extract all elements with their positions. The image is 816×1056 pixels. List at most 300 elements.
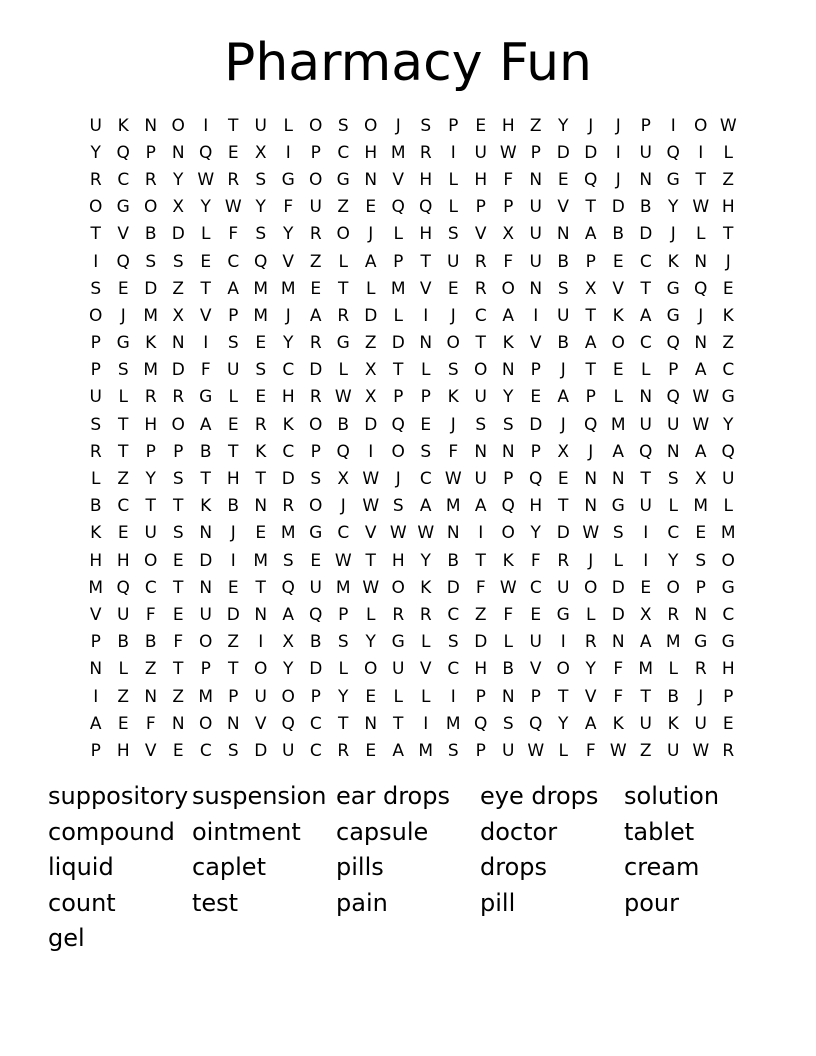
word-list-item: count — [48, 888, 116, 917]
grid-letter: H — [116, 740, 130, 761]
grid-letter: B — [89, 496, 102, 517]
grid-letter: G — [721, 632, 735, 653]
grid-row — [82, 112, 742, 139]
grid-letter: L — [393, 305, 403, 326]
grid-letter: G — [556, 604, 570, 625]
grid-letter: U — [144, 523, 157, 544]
grid-letter: O — [309, 169, 323, 190]
grid-letter: J — [670, 224, 676, 245]
grid-letter: C — [529, 577, 542, 598]
grid-letter: C — [639, 251, 652, 272]
grid-letter: U — [474, 387, 487, 408]
grid-letter: L — [393, 224, 403, 245]
grid-letter: M — [390, 278, 406, 299]
grid-letter: U — [117, 604, 130, 625]
grid-letter: C — [117, 169, 130, 190]
word-list-item: cream — [624, 853, 700, 881]
grid-letter: H — [721, 659, 735, 680]
grid-letter: R — [419, 604, 432, 625]
grid-letter: E — [475, 115, 487, 136]
grid-letter: D — [364, 305, 378, 326]
grid-letter: A — [612, 441, 625, 462]
grid-letter: Y — [283, 333, 294, 354]
grid-letter: P — [420, 387, 431, 408]
grid-letter: X — [172, 305, 185, 326]
grid-letter: S — [255, 169, 267, 190]
grid-letter: W — [362, 577, 380, 598]
grid-letter: E — [447, 278, 459, 299]
grid-letter: K — [145, 333, 157, 354]
grid-letter: Q — [474, 713, 488, 734]
grid-letter: M — [198, 686, 214, 707]
grid-letter: S — [145, 251, 157, 272]
grid-letter: A — [639, 632, 652, 653]
grid-letter: A — [694, 441, 707, 462]
grid-letter: W — [362, 469, 380, 490]
grid-letter: A — [89, 713, 102, 734]
grid-row — [82, 465, 742, 492]
grid-letter: T — [200, 469, 211, 490]
grid-letter: E — [722, 278, 734, 299]
grid-letter: E — [612, 251, 624, 272]
grid-letter: X — [364, 360, 377, 381]
grid-letter: C — [419, 469, 432, 490]
grid-letter: V — [392, 169, 405, 190]
grid-letter: D — [556, 142, 570, 163]
grid-letter: Y — [173, 169, 184, 190]
grid-letter: U — [199, 604, 212, 625]
letter-grid — [82, 112, 742, 765]
grid-letter: S — [612, 523, 624, 544]
grid-letter: Q — [281, 577, 295, 598]
grid-letter: U — [474, 469, 487, 490]
grid-letter: T — [585, 197, 596, 218]
grid-row — [82, 275, 742, 302]
grid-letter: U — [639, 414, 652, 435]
grid-letter: S — [227, 740, 239, 761]
grid-letter: I — [258, 632, 264, 653]
grid-letter: Q — [116, 142, 130, 163]
grid-row — [82, 737, 742, 764]
grid-letter: P — [228, 305, 239, 326]
grid-letter: P — [310, 686, 321, 707]
grid-letter: M — [143, 305, 159, 326]
grid-letter: K — [667, 713, 679, 734]
grid-letter: W — [582, 523, 600, 544]
grid-letter: O — [446, 333, 460, 354]
grid-letter: M — [143, 360, 159, 381]
grid-letter: T — [145, 496, 156, 517]
grid-letter: F — [200, 360, 211, 381]
grid-letter: B — [667, 686, 680, 707]
grid-letter: Z — [722, 333, 735, 354]
grid-letter: Y — [668, 197, 679, 218]
grid-letter: Z — [309, 251, 322, 272]
grid-letter: U — [502, 740, 515, 761]
grid-letter: I — [93, 251, 99, 272]
grid-letter: U — [529, 197, 542, 218]
grid-letter: L — [723, 142, 733, 163]
grid-letter: T — [255, 577, 266, 598]
grid-letter: F — [228, 224, 239, 245]
grid-letter: O — [309, 496, 323, 517]
grid-letter: E — [227, 414, 239, 435]
word-list-item: doctor — [480, 817, 558, 846]
word-list-item: tablet — [624, 817, 695, 846]
grid-letter: G — [391, 632, 405, 653]
grid-letter: R — [89, 169, 102, 190]
grid-letter: R — [419, 142, 432, 163]
grid-letter: Z — [529, 115, 542, 136]
grid-letter: Y — [558, 115, 569, 136]
grid-letter: V — [529, 333, 542, 354]
grid-letter: R — [227, 169, 240, 190]
grid-letter: N — [171, 142, 185, 163]
grid-row — [82, 710, 742, 737]
grid-letter: G — [666, 278, 680, 299]
grid-letter: N — [694, 333, 708, 354]
grid-letter: N — [666, 441, 680, 462]
grid-letter: G — [336, 333, 350, 354]
grid-letter: V — [282, 251, 295, 272]
grid-letter: O — [556, 659, 570, 680]
grid-letter: O — [89, 197, 103, 218]
grid-letter: Q — [501, 496, 515, 517]
grid-letter: A — [694, 360, 707, 381]
grid-letter: L — [118, 387, 128, 408]
grid-letter: D — [254, 740, 268, 761]
grid-letter: O — [336, 224, 350, 245]
grid-letter: D — [364, 414, 378, 435]
grid-letter: R — [337, 305, 350, 326]
grid-letter: N — [639, 387, 653, 408]
grid-letter: T — [173, 496, 184, 517]
grid-letter: S — [502, 414, 514, 435]
grid-letter: S — [172, 251, 184, 272]
grid-letter: N — [144, 115, 158, 136]
grid-letter: I — [643, 550, 649, 571]
grid-letter: W — [417, 523, 435, 544]
grid-letter: F — [530, 550, 541, 571]
grid-letter: U — [557, 305, 570, 326]
grid-letter: E — [255, 523, 267, 544]
grid-letter: W — [444, 469, 462, 490]
grid-letter: D — [391, 333, 405, 354]
grid-letter: W — [692, 740, 710, 761]
grid-letter: Q — [529, 713, 543, 734]
word-list-item: test — [192, 888, 239, 917]
grid-letter: C — [144, 577, 157, 598]
grid-letter: D — [281, 469, 295, 490]
grid-letter: J — [395, 115, 401, 136]
grid-letter: W — [692, 387, 710, 408]
grid-letter: E — [530, 604, 542, 625]
grid-letter: P — [90, 740, 101, 761]
grid-letter: D — [199, 550, 213, 571]
grid-letter: B — [447, 550, 460, 571]
grid-letter: J — [450, 414, 456, 435]
grid-letter: R — [557, 550, 570, 571]
grid-letter: P — [695, 577, 706, 598]
grid-letter: J — [588, 441, 594, 462]
grid-letter: L — [723, 496, 733, 517]
grid-letter: N — [529, 278, 543, 299]
grid-row — [82, 248, 742, 275]
grid-letter: N — [584, 496, 598, 517]
grid-letter: E — [117, 278, 129, 299]
grid-letter: V — [364, 523, 377, 544]
grid-letter: T — [585, 305, 596, 326]
grid-letter: U — [309, 197, 322, 218]
grid-row — [82, 493, 742, 520]
grid-letter: S — [557, 278, 569, 299]
grid-letter: N — [364, 169, 378, 190]
grid-letter: V — [419, 278, 432, 299]
grid-letter: Q — [584, 169, 598, 190]
grid-letter: T — [640, 469, 651, 490]
grid-letter: K — [282, 414, 294, 435]
grid-letter: P — [90, 360, 101, 381]
grid-letter: O — [281, 686, 295, 707]
grid-letter: P — [310, 142, 321, 163]
grid-letter: R — [722, 740, 735, 761]
grid-letter: M — [418, 740, 434, 761]
grid-letter: D — [144, 278, 158, 299]
grid-letter: D — [446, 577, 460, 598]
grid-letter: L — [668, 496, 678, 517]
grid-row — [82, 384, 742, 411]
grid-letter: M — [335, 577, 351, 598]
grid-letter: W — [499, 142, 517, 163]
grid-letter: E — [310, 278, 322, 299]
grid-letter: B — [199, 441, 212, 462]
grid-letter: I — [423, 713, 429, 734]
grid-letter: A — [557, 387, 570, 408]
grid-letter: K — [502, 550, 514, 571]
grid-letter: L — [366, 278, 376, 299]
grid-letter: T — [393, 360, 404, 381]
grid-letter: C — [309, 713, 322, 734]
grid-letter: R — [584, 632, 597, 653]
grid-letter: L — [696, 224, 706, 245]
grid-letter: O — [501, 278, 515, 299]
grid-letter: H — [721, 197, 735, 218]
grid-letter: Z — [364, 333, 377, 354]
grid-letter: F — [613, 659, 624, 680]
grid-letter: T — [585, 360, 596, 381]
grid-letter: I — [368, 441, 374, 462]
grid-letter: M — [720, 523, 736, 544]
grid-letter: F — [613, 686, 624, 707]
grid-letter: M — [638, 659, 654, 680]
grid-letter: D — [556, 523, 570, 544]
grid-letter: D — [611, 197, 625, 218]
grid-letter: N — [556, 224, 570, 245]
grid-letter: Z — [172, 278, 185, 299]
grid-letter: V — [199, 305, 212, 326]
grid-letter: N — [639, 169, 653, 190]
grid-letter: D — [584, 142, 598, 163]
grid-letter: T — [475, 333, 486, 354]
grid-letter: N — [694, 251, 708, 272]
grid-letter: Y — [283, 659, 294, 680]
grid-letter: F — [448, 441, 459, 462]
grid-letter: E — [557, 169, 569, 190]
grid-letter: I — [560, 632, 566, 653]
grid-letter: X — [694, 469, 707, 490]
grid-letter: R — [172, 387, 185, 408]
grid-letter: L — [338, 251, 348, 272]
grid-letter: N — [419, 333, 433, 354]
grid-letter: F — [503, 169, 514, 190]
grid-letter: N — [171, 333, 185, 354]
grid-letter: W — [692, 414, 710, 435]
grid-letter: L — [421, 686, 431, 707]
grid-letter: W — [527, 740, 545, 761]
grid-letter: B — [117, 632, 130, 653]
grid-letter: S — [447, 632, 459, 653]
grid-letter: S — [420, 441, 432, 462]
grid-letter: U — [639, 713, 652, 734]
grid-letter: C — [474, 305, 487, 326]
grid-letter: R — [89, 441, 102, 462]
grid-letter: O — [391, 441, 405, 462]
grid-letter: T — [338, 713, 349, 734]
grid-letter: Q — [116, 577, 130, 598]
grid-letter: G — [694, 632, 708, 653]
grid-letter: P — [393, 387, 404, 408]
grid-letter: I — [533, 305, 539, 326]
word-list-item: compound — [48, 817, 175, 846]
grid-letter: T — [118, 414, 129, 435]
grid-letter: R — [337, 740, 350, 761]
grid-letter: Z — [117, 469, 130, 490]
grid-letter: L — [201, 224, 211, 245]
grid-letter: Y — [503, 387, 514, 408]
grid-letter: O — [584, 577, 598, 598]
grid-letter: D — [309, 360, 323, 381]
grid-letter: L — [448, 197, 458, 218]
grid-letter: N — [254, 604, 268, 625]
grid-letter: M — [253, 550, 269, 571]
grid-letter: A — [309, 305, 322, 326]
grid-letter: B — [502, 659, 515, 680]
grid-letter: U — [529, 251, 542, 272]
grid-row — [82, 438, 742, 465]
grid-letter: N — [694, 604, 708, 625]
grid-letter: W — [389, 523, 407, 544]
word-list — [48, 780, 768, 958]
grid-letter: U — [282, 740, 295, 761]
grid-letter: Z — [337, 197, 350, 218]
grid-letter: I — [615, 142, 621, 163]
grid-letter: I — [285, 142, 291, 163]
grid-letter: X — [172, 197, 185, 218]
grid-letter: R — [144, 387, 157, 408]
grid-letter: J — [120, 305, 126, 326]
grid-letter: G — [281, 169, 295, 190]
grid-letter: S — [90, 278, 102, 299]
grid-letter: L — [91, 469, 101, 490]
grid-letter: L — [366, 604, 376, 625]
grid-letter: K — [667, 251, 679, 272]
grid-letter: C — [722, 360, 735, 381]
grid-letter: P — [530, 686, 541, 707]
grid-letter: L — [118, 659, 128, 680]
grid-letter: A — [364, 251, 377, 272]
word-list-item: ear drops — [336, 782, 450, 810]
grid-letter: V — [117, 224, 130, 245]
grid-letter: W — [499, 577, 517, 598]
grid-letter: O — [309, 115, 323, 136]
grid-letter: J — [588, 115, 594, 136]
grid-letter: A — [392, 740, 405, 761]
grid-letter: N — [89, 659, 103, 680]
grid-letter: G — [199, 387, 213, 408]
grid-row — [82, 357, 742, 384]
grid-letter: T — [475, 550, 486, 571]
grid-letter: P — [475, 197, 486, 218]
grid-letter: I — [478, 523, 484, 544]
word-list-item: pills — [336, 853, 384, 881]
grid-letter: A — [199, 414, 212, 435]
word-list-item: drops — [480, 853, 547, 881]
grid-letter: A — [502, 305, 515, 326]
grid-letter: C — [447, 604, 460, 625]
grid-letter: S — [475, 414, 487, 435]
grid-letter: Q — [666, 387, 680, 408]
word-list-item: pain — [336, 888, 388, 917]
grid-letter: U — [227, 360, 240, 381]
grid-letter: Q — [666, 333, 680, 354]
grid-letter: H — [501, 115, 515, 136]
grid-letter: E — [227, 577, 239, 598]
grid-letter: C — [227, 251, 240, 272]
grid-letter: R — [474, 251, 487, 272]
grid-letter: J — [230, 523, 236, 544]
grid-letter: O — [254, 659, 268, 680]
grid-letter: M — [445, 496, 461, 517]
grid-letter: E — [227, 142, 239, 163]
grid-letter: Q — [666, 142, 680, 163]
grid-letter: J — [560, 360, 566, 381]
grid-letter: X — [364, 387, 377, 408]
grid-letter: O — [474, 360, 488, 381]
grid-letter: N — [584, 469, 598, 490]
grid-letter: J — [560, 414, 566, 435]
grid-letter: J — [615, 115, 621, 136]
grid-letter: H — [144, 414, 158, 435]
grid-letter: S — [255, 360, 267, 381]
grid-letter: U — [667, 414, 680, 435]
grid-letter: X — [282, 632, 295, 653]
grid-letter: L — [613, 550, 623, 571]
grid-letter: Y — [420, 550, 431, 571]
grid-letter: U — [447, 251, 460, 272]
grid-letter: V — [474, 224, 487, 245]
grid-letter: U — [667, 740, 680, 761]
grid-letter: P — [503, 469, 514, 490]
grid-letter: P — [145, 441, 156, 462]
grid-letter: P — [145, 142, 156, 163]
grid-letter: B — [144, 224, 157, 245]
grid-letter: D — [529, 414, 543, 435]
grid-letter: K — [255, 441, 267, 462]
grid-letter: K — [420, 577, 432, 598]
word-list-item: caplet — [192, 853, 266, 881]
grid-letter: O — [364, 659, 378, 680]
grid-letter: J — [450, 305, 456, 326]
